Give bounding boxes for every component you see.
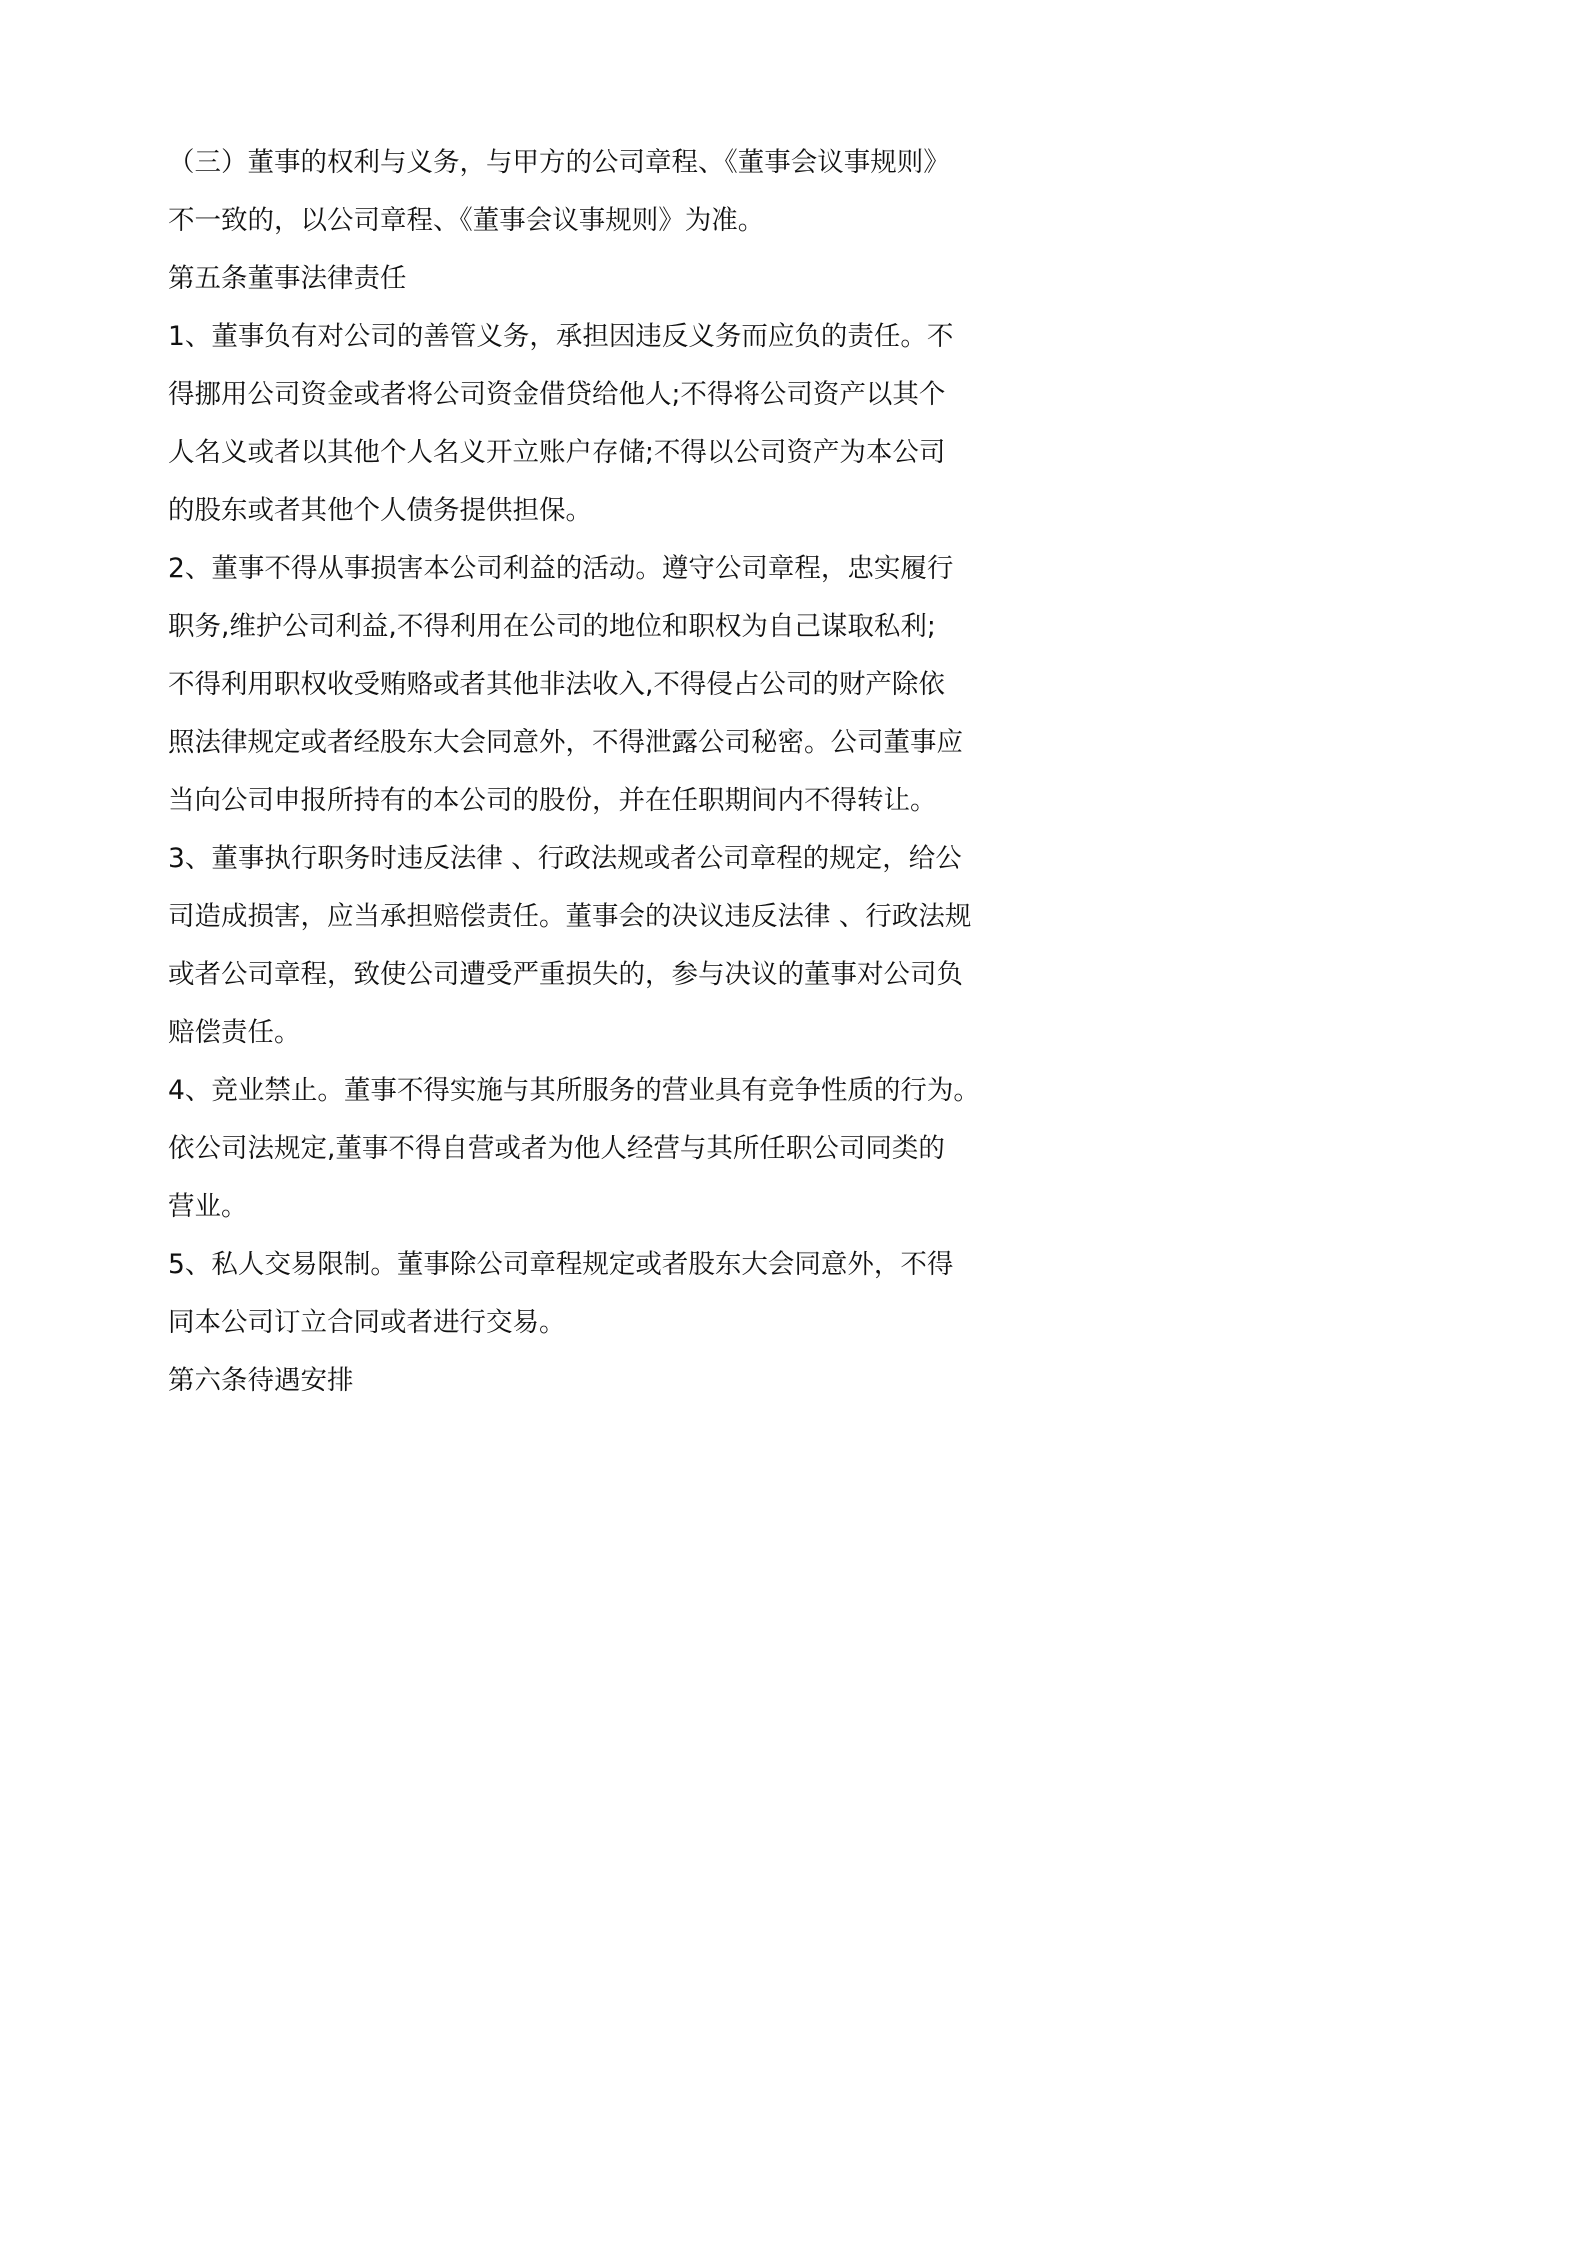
item-3-line-4: 赔偿责任。 (168, 1017, 301, 1048)
clause-3-line-2: 不一致的，以公司章程、《董事会议事规则》为准。 (168, 205, 765, 236)
item-4-line-2: 依公司法规定,董事不得自营或者为他人经营与其所任职公司同类的 (168, 1133, 945, 1164)
item-2-line-2: 职务,维护公司利益,不得利用在公司的地位和职权为自己谋取私利; (168, 611, 936, 642)
clause-3-line-1: （三）董事的权利与义务，与甲方的公司章程、《董事会议事规则》 (168, 147, 950, 178)
item-4-line-3: 营业。 (168, 1191, 248, 1222)
document-page (168, 134, 980, 1410)
item-5-line-2: 同本公司订立合同或者进行交易。 (168, 1307, 566, 1338)
item-1-line-2: 得挪用公司资金或者将公司资金借贷给他人;不得将公司资产以其个 (168, 379, 946, 410)
item-1-line-3: 人名义或者以其他个人名义开立账户存储;不得以公司资产为本公司 (168, 437, 946, 468)
item-3-line-2: 司造成损害，应当承担赔偿责任。董事会的决议违反法律 、行政法规 (168, 901, 972, 932)
item-2-line-1: 2、董事不得从事损害本公司利益的活动。遵守公司章程，忠实履行 (168, 553, 954, 584)
item-2-line-4: 照法律规定或者经股东大会同意外，不得泄露公司秘密。公司董事应 (168, 727, 963, 758)
item-3-line-1: 3、董事执行职务时违反法律 、行政法规或者公司章程的规定，给公 (168, 843, 962, 874)
item-5-line-1: 5、私人交易限制。董事除公司章程规定或者股东大会同意外，不得 (168, 1249, 954, 1280)
item-4-line-1: 4、竞业禁止。董事不得实施与其所服务的营业具有竞争性质的行为。 (168, 1075, 980, 1106)
item-2-line-5: 当向公司申报所持有的本公司的股份，并在任职期间内不得转让。 (168, 785, 937, 816)
item-1-line-1: 1、董事负有对公司的善管义务，承担因违反义务而应负的责任。不 (168, 321, 954, 352)
article-6-heading: 第六条待遇安排 (168, 1365, 354, 1396)
item-2-line-3: 不得利用职权收受贿赂或者其他非法收入,不得侵占公司的财产除依 (168, 669, 945, 700)
item-1-line-4: 的股东或者其他个人债务提供担保。 (168, 495, 592, 526)
item-3-line-3: 或者公司章程，致使公司遭受严重损失的，参与决议的董事对公司负 (168, 959, 963, 990)
article-5-heading: 第五条董事法律责任 (168, 263, 407, 294)
